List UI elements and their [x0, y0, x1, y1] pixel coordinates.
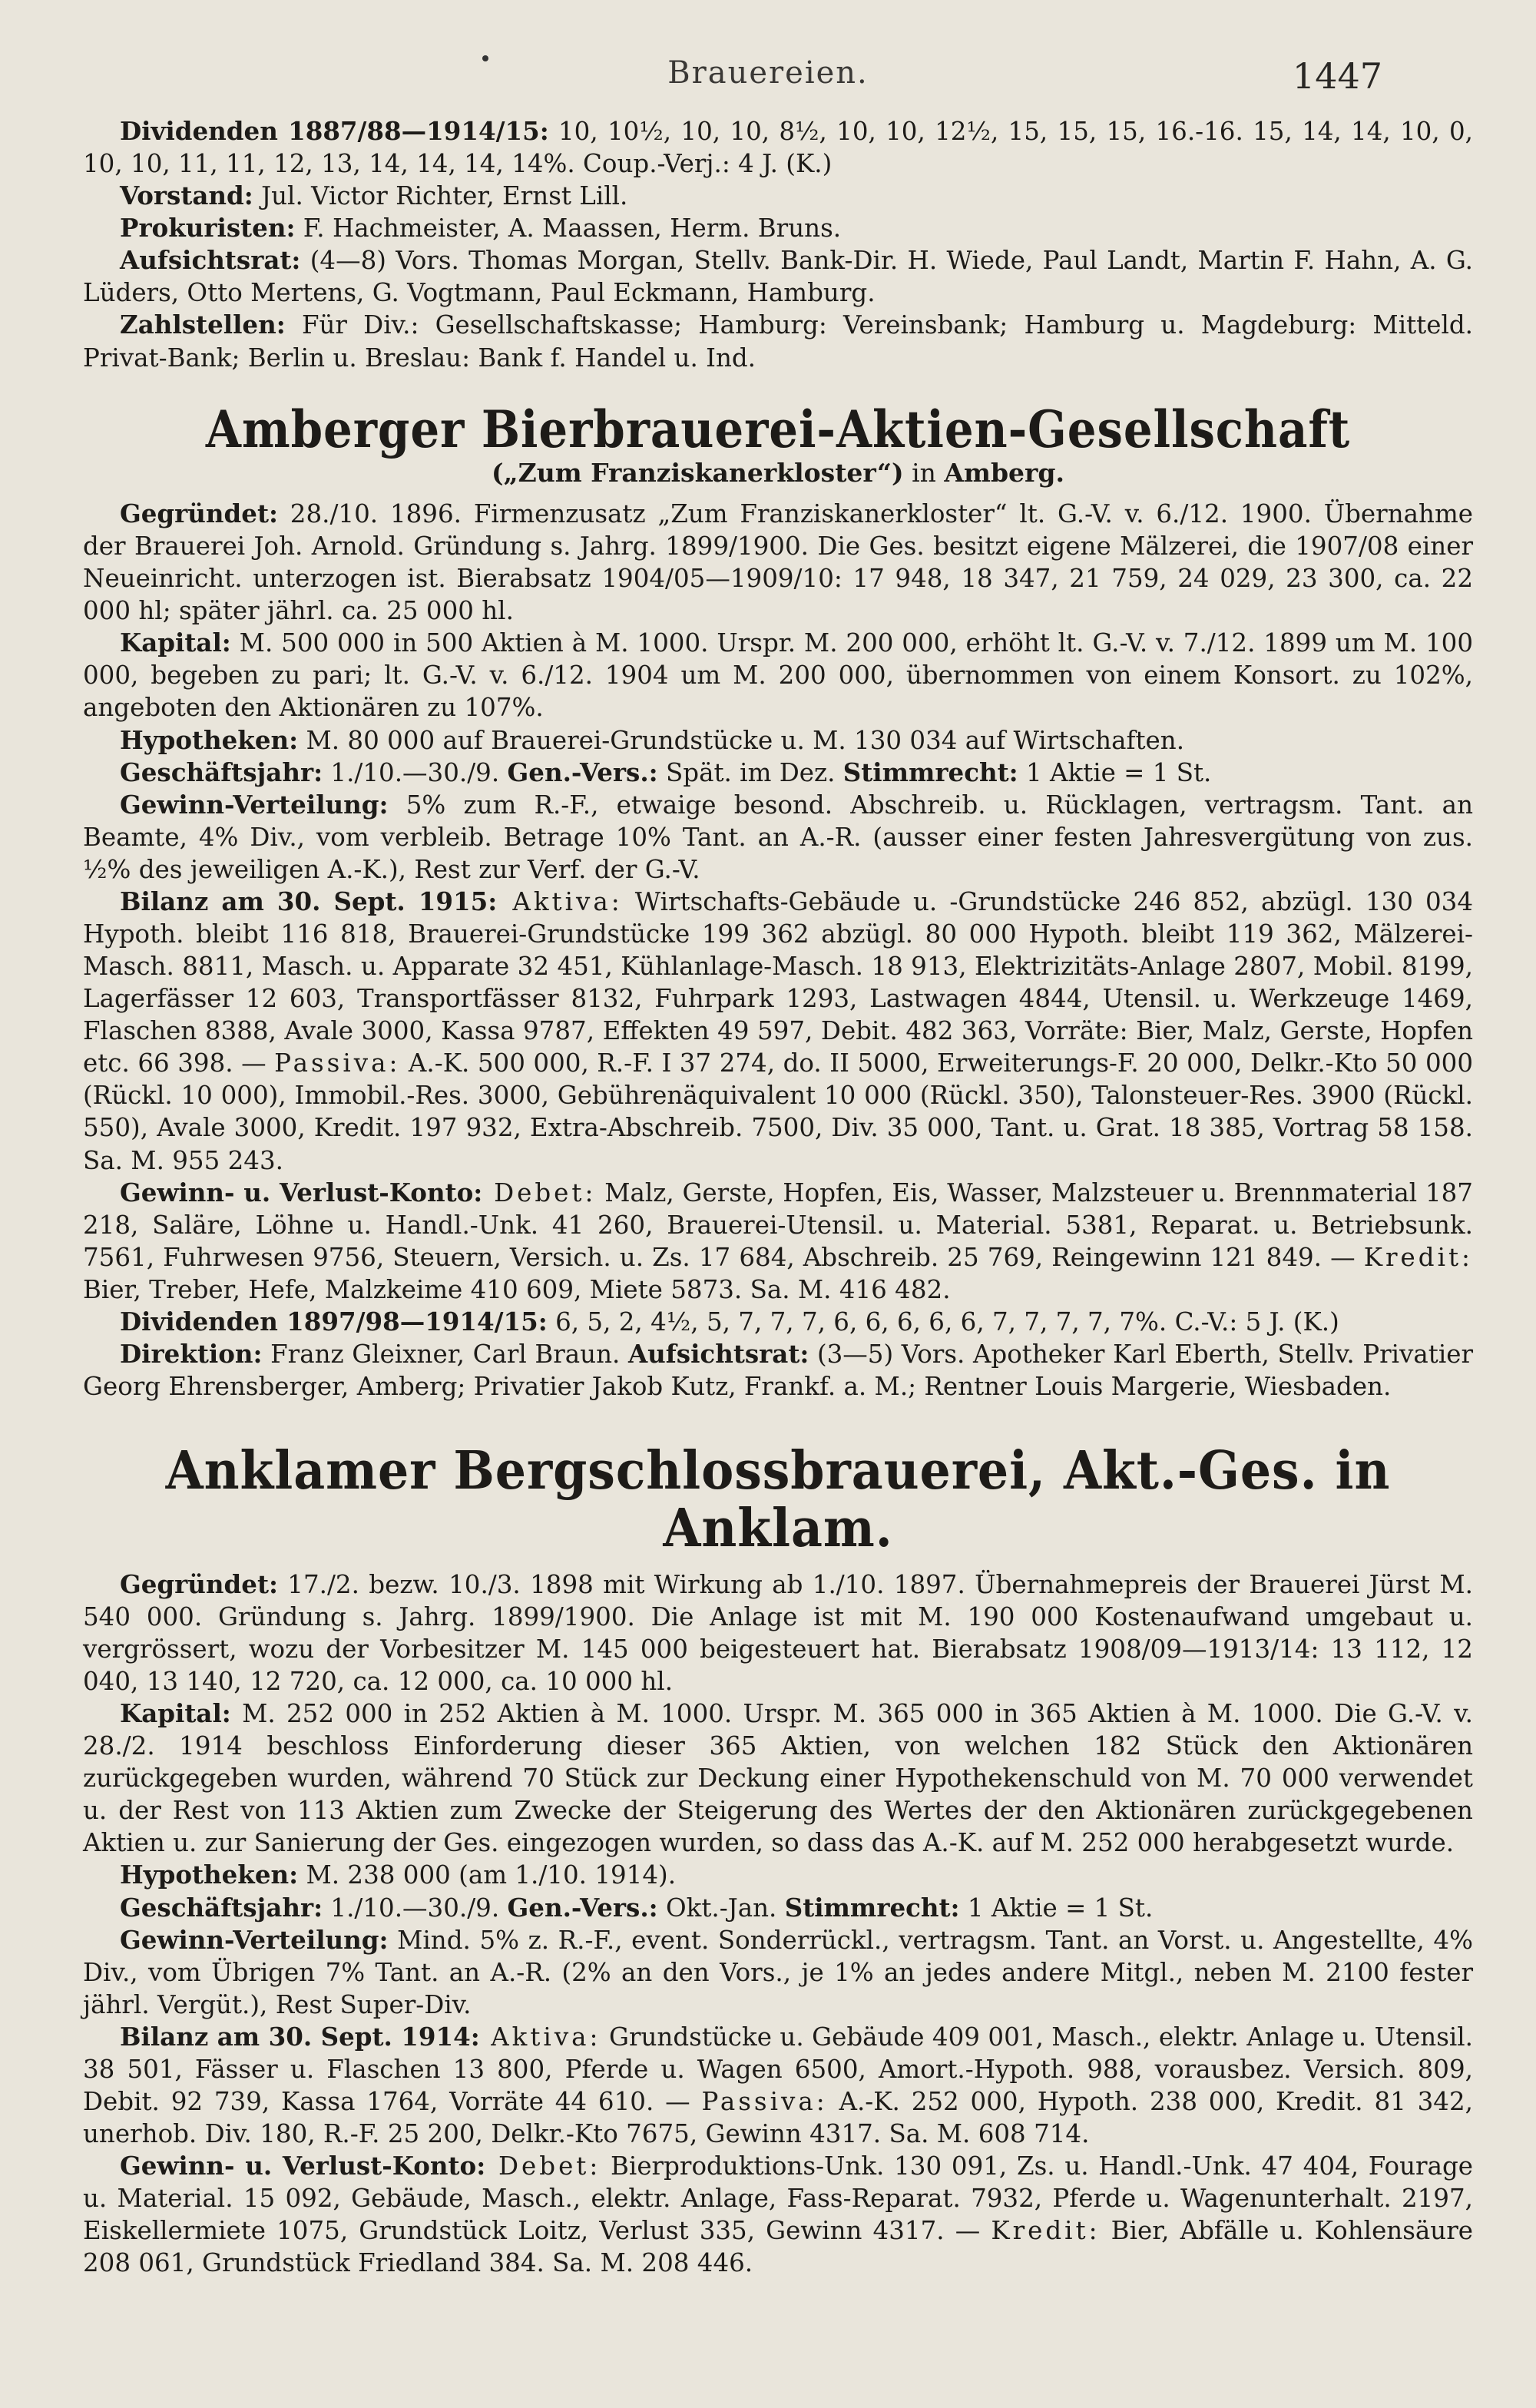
prev-board: Vorstand: Jul. Victor Richter, Ernst Lill.: [120, 181, 628, 211]
running-title: Brauereien.: [667, 55, 869, 91]
anklam-fiscal-year: Geschäftsjahr: 1./10.—30./9. Gen.-Vers.: Okt.-Jan. Stimmrecht: 1 Aktie = 1 St.: [120, 1892, 1154, 1923]
amberg-company-title: Amberger Bierbrauerei-Aktien-Gesellschaft: [205, 399, 1351, 459]
amberg-mortgages: Hypotheken: M. 80 000 auf Brauerei-Grundstücke u. M. 130 034 auf Wirtschaften.: [120, 724, 1185, 755]
anklam-founded: Gegründet: 17./2. bezw. 10./3. 1898 mit Wirkung ab 1./10. 1897. Übernahmepreis der Brauerei Jürst M. 540 000. Gründung s. Jahrg. 1899/1900. Die Anlage ist mit M. 190 000 Kostenaufwand umgebaut u. vergrössert, wozu der Vorbesitzer M. 145 000 beigesteuert hat. Bierabsatz 1908/09—1913/14: 13 112, 12 040, 13 140, 12 720, ca. 12 000, ca. 10 000 hl.: [83, 1568, 1473, 1696]
page-header: [154, 55, 1382, 101]
prev-paying-agents: Zahlstellen: Für Div.: Gesellschaftskasse; Hamburg: Vereinsbank; Hamburg u. Magdeburg: Mitteld. Privat-Bank; Berlin u. Breslau: Bank f. Handel u. Ind.: [83, 310, 1473, 373]
amberg-management: Direktion: Franz Gleixner, Carl Braun. Aufsichtsrat: (3—5) Vors. Apotheker Karl Eberth, Stellv. Privatier Georg Ehrensberger, Amberg; Privatier Jakob Kutz, Frankf. a. M.; Rentner Louis Margerie, Wiesbaden.: [83, 1338, 1473, 1402]
amberg-founded: Gegründet: 28./10. 1896. Firmenzusatz „Zum Franziskanerkloster“ lt. G.-V. v. 6./12. 1900. Übernahme der Brauerei Joh. Arnold. Gründung s. Jahrg. 1899/1900. Die Ges. besitzt eigene Mälzerei, die 1907/08 einer Neueinricht. unterzogen ist. Bierabsatz 1904/05—1909/10: 17 948, 18 347, 21 759, 24 029, 23 300, ca. 22 000 hl; später jährl. ca. 25 000 hl.: [83, 498, 1473, 626]
anklam-profit-loss: Gewinn- u. Verlust-Konto: Debet: Bierproduktions-Unk. 130 091, Zs. u. Handl.-Unk. 47 404, Fourage u. Material. 15 092, Gebäude, Masch., elektr. Anlage, Fass-Reparat. 7932, Pferde u. Wagenunterhalt. 2197, Eiskellermiete 1075, Grundstück Loitz, Verlust 335, Gewinn 4317. — Kredit: Bier, Abfälle u. Kohlensäure 208 061, Grundstück Friedland 384. Sa. M. 208 446.: [83, 2151, 1473, 2278]
anklam-profit-distribution: Gewinn-Verteilung: Mind. 5% z. R.-F., event. Sonderrückl., vertragsm. Tant. an Vorst. u. Angestellte, 4% Div., vom Übrigen 7% Tant. an A.-R. (2% an den Vors., je 1% an jedes andere Mitgl., neben M. 2100 fester jährl. Vergüt.), Rest Super-Div.: [83, 1924, 1473, 2019]
amberg-fiscal-year: Geschäftsjahr: 1./10.—30./9. Gen.-Vers.: Spät. im Dez. Stimmrecht: 1 Aktie = 1 St.: [120, 757, 1212, 787]
anklam-company-title: Anklamer Bergschlossbrauerei, Akt.-Ges. in Anklam.: [165, 1440, 1391, 1559]
anklam-capital: Kapital: M. 252 000 in 252 Aktien à M. 1000. Urspr. M. 365 000 in 365 Aktien à M. 1000. Die G.-V. v. 28./2. 1914 beschloss Einforderung dieser 365 Aktien, von welchen 182 Stück den Aktionären zurückgegeben wurden, während 70 Stück zur Deckung einer Hypothekenschuld von M. 70 000 verwendet u. der Rest von 113 Aktien zum Zwecke der Steigerung des Wertes der den Aktionären zurückgegebenen Aktien u. zur Sanierung der Ges. eingezogen wurden, so dass das A.-K. auf M. 252 000 herabgesetzt wurde.: [83, 1698, 1473, 1858]
anklam-balance-sheet: Bilanz am 30. Sept. 1914: Aktiva: Grundstücke u. Gebäude 409 001, Masch., elektr. Anlage u. Utensil. 38 501, Fässer u. Flaschen 13 800, Pferde u. Wagen 6500, Amort.-Hypoth. 988, vorausbez. Versich. 809, Debit. 92 739, Kassa 1764, Vorräte 44 610. — Passiva: A.-K. 252 000, Hypoth. 238 000, Kredit. 81 342, unerhob. Div. 180, R.-F. 25 200, Delkr.-Kto 7675, Gewinn 4317. Sa. M. 608 714.: [83, 2021, 1474, 2149]
amberg-balance-sheet: Bilanz am 30. Sept. 1915: Aktiva: Wirtschafts-Gebäude u. -Grundstücke 246 852, abzügl. 130 034 Hypoth. bleibt 116 818, Brauerei-Grundstücke 199 362 abzügl. 80 000 Hypoth. bleibt 119 362, Mälzerei-Masch. 8811, Masch. u. Apparate 32 451, Kühlanlage-Masch. 18 913, Elektrizitäts-Anlage 2807, Mobil. 8199, Lagerfässer 12 603, Transportfässer 8132, Fuhrpark 1293, Lastwagen 4844, Utensil. u. Werkzeuge 1469, Flaschen 8388, Avale 3000, Kassa 9787, Effekten 49 597, Debit. 482 363, Vorräte: Bier, Malz, Gerste, Hopfen etc. 66 398. — Passiva: A.-K. 500 000, R.-F. I 37 274, do. II 5000, Erweiterungs-F. 20 000, Delkr.-Kto 50 000 (Rückl. 10 000), Immobil.-Res. 3000, Gebührenäquivalent 10 000 (Rückl. 350), Talonsteuer-Res. 3900 (Rückl. 550), Avale 3000, Kredit. 197 932, Extra-Abschreib. 7500, Div. 35 000, Tant. u. Grat. 18 385, Vortrag 58 158. Sa. M. 955 243.: [83, 886, 1474, 1175]
prev-proxies: Prokuristen: F. Hachmeister, A. Maassen, Herm. Bruns.: [120, 213, 842, 243]
anklam-mortgages: Hypotheken: M. 238 000 (am 1./10. 1914).: [120, 1860, 677, 1890]
prev-dividends: Dividenden 1887/88—1914/15: 10, 10½, 10, 10, 8½, 10, 10, 12½, 15, 15, 15, 16.-16. 15, 14, 14, 10, 0, 10, 10, 11, 11, 12, 13, 14, 14, 14, 14%. Coup.-Verj.: 4 J. (K.): [83, 116, 1473, 179]
print-speck: [482, 55, 488, 61]
amberg-dividends: Dividenden 1897/98—1914/15: 6, 5, 2, 4½, 5, 7, 7, 7, 6, 6, 6, 6, 6, 7, 7, 7, 7, 7%. C.-V.: 5 J. (K.): [120, 1306, 1339, 1336]
amberg-subtitle: („Zum Franziskanerkloster“) in Amberg.: [492, 458, 1064, 489]
amberg-profit-loss: Gewinn- u. Verlust-Konto: Debet: Malz, Gerste, Hopfen, Eis, Wasser, Malzsteuer u. Brennmaterial 187 218, Saläre, Löhne u. Handl.-Unk. 41 260, Brauerei-Utensil. u. Material. 5381, Reparat. u. Betriebsunk. 7561, Fuhrwesen 9756, Steuern, Versich. u. Zs. 17 684, Abschreib. 25 769, Reingewinn 121 849. — Kredit: Bier, Treber, Hefe, Malzkeime 410 609, Miete 5873. Sa. M. 416 482.: [83, 1177, 1473, 1304]
amberg-capital: Kapital: M. 500 000 in 500 Aktien à M. 1000. Urspr. M. 200 000, erhöht lt. G.-V. v. 7./12. 1899 um M. 100 000, begeben zu pari; lt. G.-V. v. 6./12. 1904 um M. 200 000, übernommen von einem Konsort. zu 102%, angeboten den Aktionären zu 107%.: [83, 628, 1473, 723]
page-number: 1447: [1292, 55, 1382, 97]
amberg-profit-distribution: Gewinn-Verteilung: 5% zum R.-F., etwaige besond. Abschreib. u. Rücklagen, vertragsm. Tant. an Beamte, 4% Div., vom verbleib. Betrage 10% Tant. an A.-R. (ausser einer festen Jahresvergütung von zus. ½% des jeweiligen A.-K.), Rest zur Verf. der G.-V.: [83, 789, 1473, 884]
page-content: [83, 115, 1473, 2279]
prev-supervisory-board: Aufsichtsrat: (4—8) Vors. Thomas Morgan, Stellv. Bank-Dir. H. Wiede, Paul Landt, Martin F. Hahn, A. G. Lüders, Otto Mertens, G. Vogtmann, Paul Eckmann, Hamburg.: [83, 245, 1473, 308]
